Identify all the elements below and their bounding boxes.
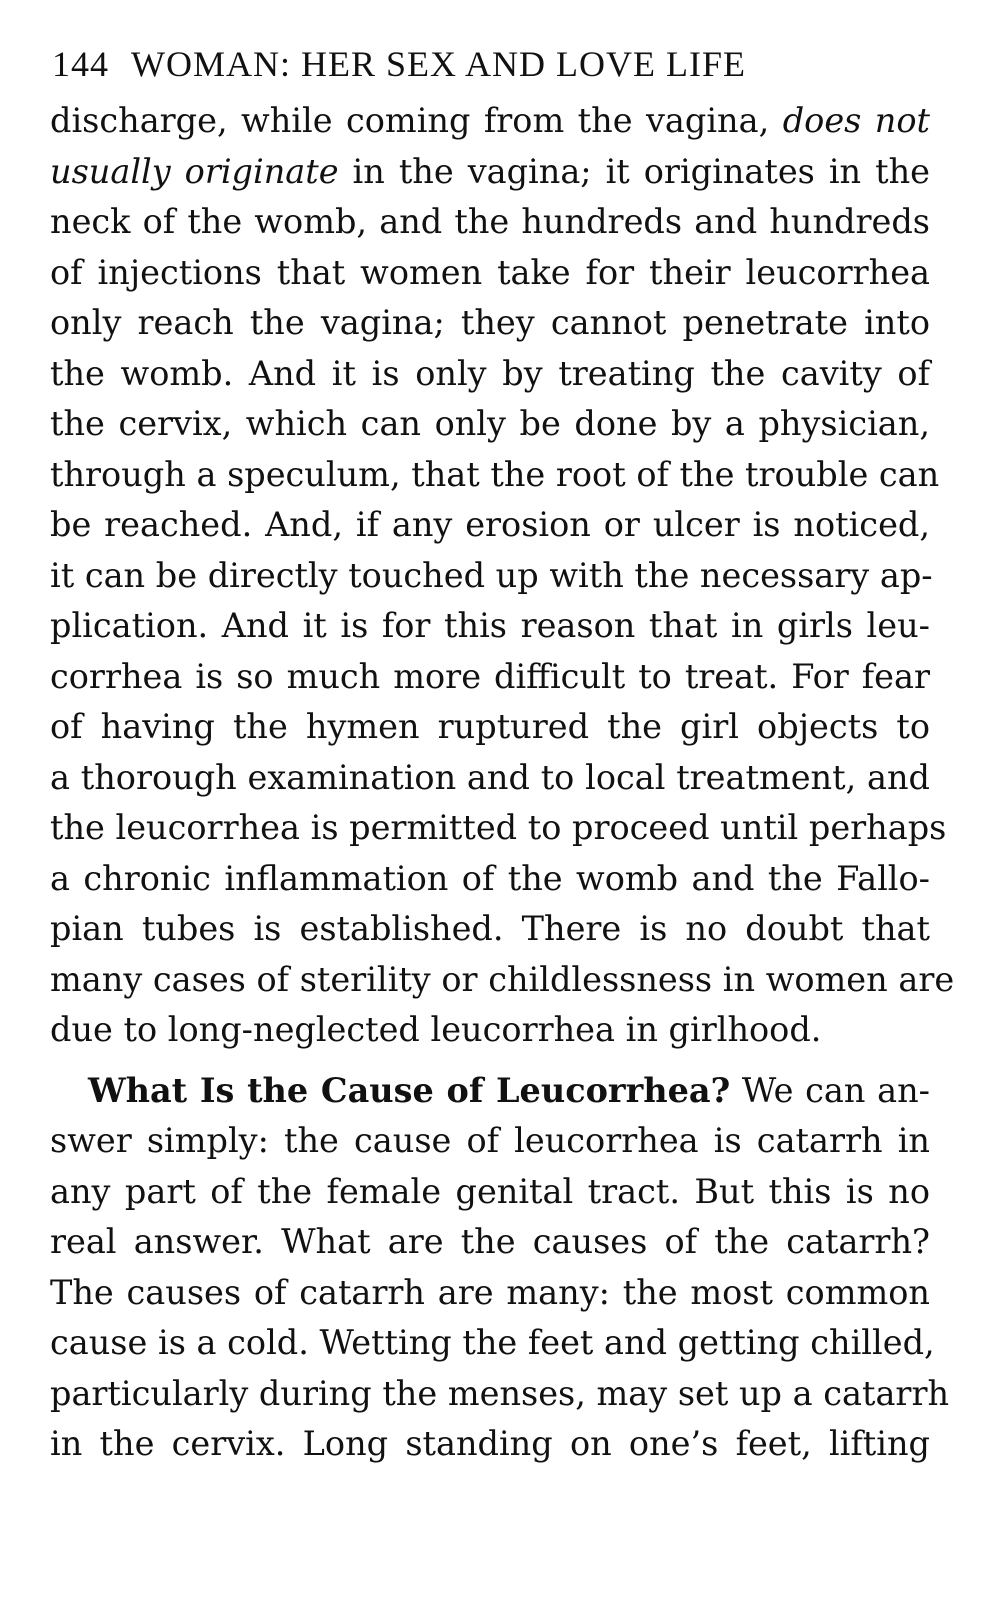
text-line-5: only reach the vagina; they cannot penetrate into [50, 303, 930, 342]
text-line-22: any part of the female genital tract. But this is no [50, 1171, 930, 1211]
text-line-17: pian tubes is established. There is no doubt that [50, 909, 930, 948]
text-line-19: due to long-neglected leucorrhea in girlhood. [50, 1010, 822, 1049]
text-line-10: it can be directly touched up with the necessary ap- [50, 555, 933, 595]
paragraph-2 [50, 1066, 950, 1470]
text-line-2: usually originate in the vagina; it originates in the [50, 151, 930, 191]
running-title: WOMAN: HER SEX AND LOVE LIFE [131, 44, 746, 84]
text-line-8: through a speculum, that the root of the trouble can [50, 454, 940, 494]
text-line-14: a thorough examination and to local treatment, and [50, 757, 930, 797]
text-line-4: of injections that women take for their leucorrhea [50, 252, 930, 292]
emphasis-text: usually originate [50, 151, 339, 191]
text-line-18: many cases of sterility or childlessness in women are [50, 959, 955, 999]
text-line-16: a chronic inflammation of the womb and the Fallo- [50, 858, 930, 898]
text-line-15: the leucorrhea is permitted to proceed until perhaps [50, 808, 947, 847]
text-line-12: corrhea is so much more difficult to treat. For fear [50, 656, 930, 696]
text-line-26: particularly during the menses, may set up a catarrh [50, 1373, 950, 1413]
text-line-27: in the cervix. Long standing on one’s feet, lifting [50, 1424, 930, 1463]
text-line-24: The causes of catarrh are many: the most common [50, 1272, 930, 1312]
running-head [52, 40, 930, 96]
text-line-20: What Is the Cause of Leucorrhea? We can an- [88, 1070, 930, 1110]
text-line-1: discharge, while coming from the vagina, does not [50, 101, 930, 140]
text-line-3: neck of the womb, and the hundreds and hundreds [50, 202, 930, 241]
text-line-6: the womb. And it is only by treating the cavity of [50, 353, 930, 393]
page-number: 144 [52, 44, 109, 84]
text-line-11: plication. And it is for this reason that in girls leu- [50, 606, 930, 645]
text-line-25: cause is a cold. Wetting the feet and getting chilled, [50, 1323, 935, 1362]
paragraph-1 [50, 96, 955, 1056]
text-line-7: the cervix, which can only be done by a physician, [50, 404, 930, 443]
text-line-9: be reached. And, if any erosion or ulcer is noticed, [50, 505, 930, 544]
section-heading: What Is the Cause of Leucorrhea? [88, 1070, 731, 1110]
text-line-21: swer simply: the cause of leucorrhea is catarrh in [50, 1121, 930, 1160]
body-text [50, 96, 955, 1470]
text-line-13: of having the hymen ruptured the girl objects to [50, 707, 930, 746]
text-line-23: real answer. What are the causes of the catarrh? [50, 1222, 930, 1261]
book-page [50, 40, 955, 1470]
emphasis-text: does not [782, 101, 930, 140]
